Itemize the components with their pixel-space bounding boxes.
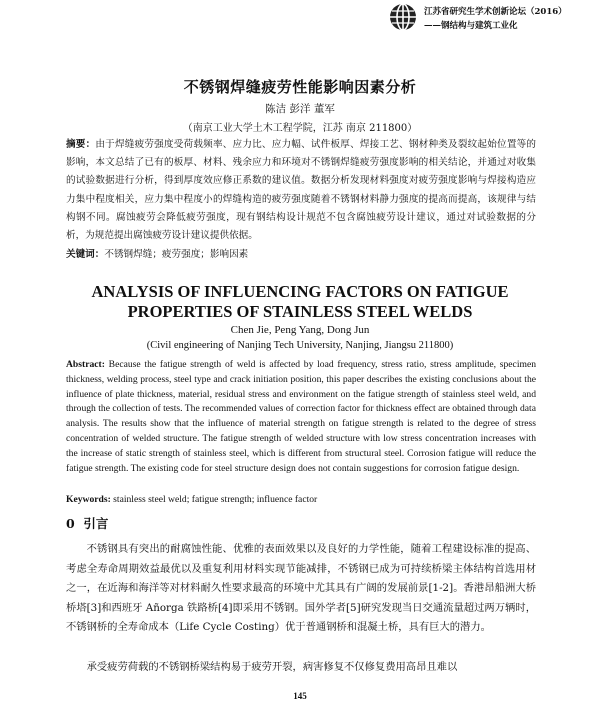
english-abstract-text: Because the fatigue strength of weld is affected by load frequency, stress ratio, stress amplitude, specimen thickness, welding process, steel type and crack initiation position, this paper describes the existing conclusions about the influence of plate thickness, material, residual stress and environment on the fatigue strength of stainless steel weld, and through the collection of tests. The recommended values of correction factor for thickness effect are obtained through data analysis. The results show that the influence of material strength on fatigue strength is related to the degree of stress concentration of welded structure. The fatigue strength of welded structure with low stress concentration increases with the increase of static strength of stainless steel, which is different from structural steel. Corrosion fatigue will reduce the fatigue strength. The existing code for steel structure design does not contain suggestions for corrosion fatigue design. [66, 359, 536, 474]
english-authors: Chen Jie, Peng Yang, Dong Jun [230, 324, 370, 336]
section-number: 0 [66, 516, 75, 531]
english-title-line1: ANALYSIS OF INFLUENCING FACTORS ON FATIGUE [91, 282, 509, 301]
page-number: 145 [293, 691, 307, 701]
conference-header [388, 2, 588, 36]
chinese-keywords-label: 关键词： [66, 249, 105, 260]
english-keywords-label: Keywords: [66, 494, 111, 505]
globe-logo-icon [388, 2, 418, 32]
english-title-line2: PROPERTIES OF STAINLESS STEEL WELDS [127, 302, 473, 321]
english-title [0, 282, 600, 322]
section-heading [66, 514, 108, 532]
chinese-abstract-text: 由于焊缝疲劳强度受荷载频率、应力比、应力幅、试件板厚、焊接工艺、钢材种类及裂纹起始位置等的影响，本文总结了已有的板厚、材料、残余应力和环境对不锈钢焊缝疲劳强度影响的相关结论，并通过对收集的试验数据进行分析，得到厚度效应修正系数的建议值。数据分析发现材料强度对疲劳强度影响与焊接构造应力集中程度相关，应力集中程度小的焊缝构造的疲劳强度随着不锈钢材料静力强度的提高而提高，该规律与结构钢不同。腐蚀疲劳会降低疲劳强度，现有钢结构设计规范不包含腐蚀疲劳设计建议，通过对试验数据的分析，为规范提出腐蚀疲劳设计建议提供依据。 [66, 139, 537, 242]
english-abstract [66, 358, 536, 476]
body-paragraph-1: 不锈钢具有突出的耐腐蚀性能、优雅的表面效果以及良好的力学性能，随着工程建设标准的提高、考虑全寿命周期效益最优以及重复利用材料实现节能减排，不锈钢已成为可持续桥梁主体结构首选用材之一，在近海和海洋等对材料耐久性要求最高的环境中尤其具有广阔的发展前景[1-2]。香港昂船洲大桥桥塔[3]和西班牙 Añorga 铁路桥[4]即采用不锈钢。国外学者[5]研究发现当日交通流量超过两万辆时，不锈钢桥的全寿命成本（Life Cycle Costing）优于普通钢桥和混凝土桥，具有巨大的潜力。 [66, 543, 536, 634]
chinese-keywords-text: 不锈钢焊缝；疲劳强度；影响因素 [104, 249, 249, 260]
chinese-authors: 陈洁 彭洋 董军 [265, 103, 335, 115]
chinese-keywords [66, 246, 536, 260]
english-keywords-text: stainless steel weld; fatigue strength; influence factor [110, 494, 318, 505]
english-keywords [66, 494, 536, 505]
english-abstract-label: Abstract: [66, 359, 105, 370]
header-line1: 江苏省研究生学术创新论坛（2016） [424, 7, 567, 17]
english-affiliation: (Civil engineering of Nanjing Tech University, Nanjing, Jiangsu 211800) [146, 340, 454, 351]
chinese-abstract-label: 摘要： [66, 139, 96, 150]
chinese-affiliation: （南京工业大学土木工程学院，江苏 南京 211800） [182, 123, 418, 134]
body-paragraph-2: 承受疲劳荷载的不锈钢桥梁结构易于疲劳开裂，病害修复不仅修复费用高昂且难以 [86, 661, 458, 673]
header-line2: ——钢结构与建筑工业化 [424, 21, 518, 31]
chinese-abstract [66, 136, 536, 245]
section-title: 引言 [83, 516, 109, 531]
chinese-title: 不锈钢焊缝疲劳性能影响因素分析 [183, 78, 417, 96]
